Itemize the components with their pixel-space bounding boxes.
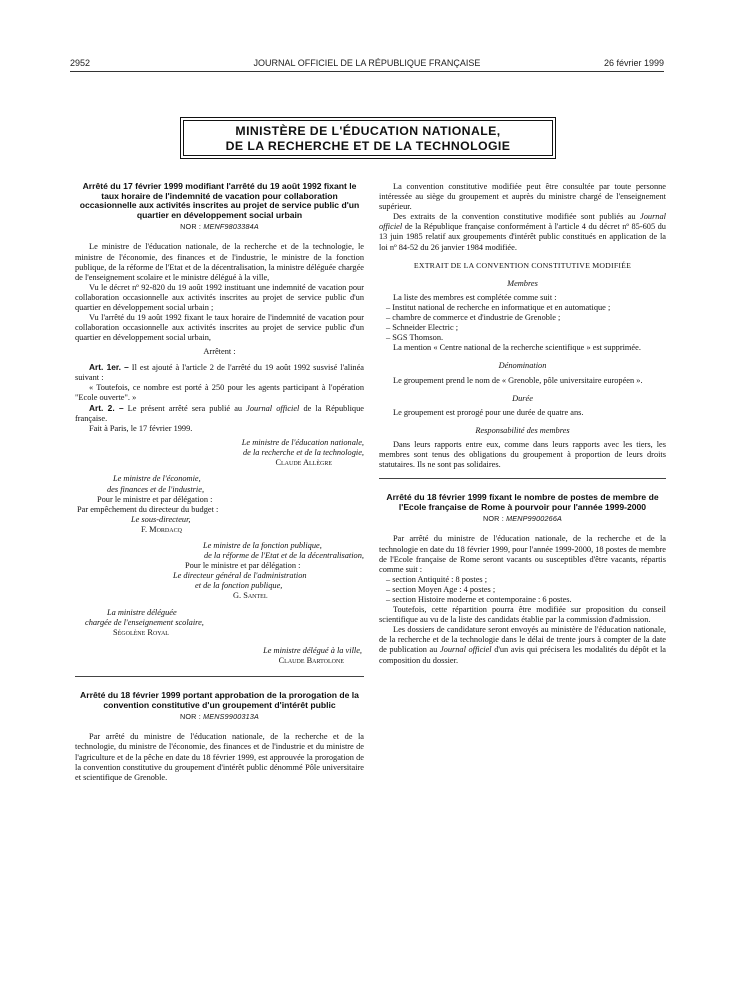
right-column [379, 182, 666, 666]
membres-heading: Membres [507, 278, 538, 288]
header-rule [70, 71, 664, 72]
running-header [70, 58, 664, 70]
article-1-text: Il est ajouté à l'article 2 de l'arrêté du 19 août 1992 susvisé l'alinéa suivant : [75, 362, 364, 382]
article-2-journal: Journal officiel [246, 403, 300, 413]
nor-code: MENS9900313A [203, 712, 260, 722]
fait-a-paris: Fait à Paris, le 17 février 1999. [89, 424, 193, 434]
sig1-role-2: de la recherche et de la technologie, [242, 448, 364, 458]
membres-item: – SGS Thomson. [386, 333, 444, 343]
membres-item: – chambre de commerce et d'industrie de Grenoble ; [386, 313, 561, 323]
arrete3-paragraph-1: Par arrêté du ministre de l'éducation nationale, de la recherche et de la technologie en date du 18 février 1999, pour l'année 1999-2000, 18 postes de membre de l'Ecole française de Rome seront vacants ou susceptibles d'être vacants, répartis comme suit : [379, 534, 666, 574]
sig4-role-1: La ministre déléguée [107, 607, 177, 617]
arrete2-title: Arrêté du 18 février 1999 portant approbation de la prorogation de la convention constitutive d'un groupement d'intérêt public [80, 690, 359, 710]
arrete3-nor [379, 514, 666, 524]
sig3-line-4: Le directeur général de l'administration [173, 571, 307, 581]
ministry-line-1: MINISTÈRE DE L'ÉDUCATION NATIONALE, [235, 124, 501, 138]
arrete3-paragraph-2: Toutefois, cette répartition pourra être modifiée sur proposition du conseil scientifique au vu de la liste des candidats établie par la commission d'admission. [379, 605, 666, 625]
membres-note: La mention « Centre national de la recherche scientifique » est supprimée. [393, 343, 641, 353]
arrete3-p3-a: Les dossiers de candidature seront envoyés au ministère de l'éducation nationale, de la recherche et de la technologie dans le délai de trente jours à compter de la date de publication au [379, 625, 666, 655]
journal-title: JOURNAL OFFICIEL DE LA RÉPUBLIQUE FRANÇAISE [253, 58, 481, 68]
ministry-line-2: DE LA RECHERCHE ET DE LA TECHNOLOGIE [225, 139, 511, 153]
arretent: Arrêtent : [203, 347, 236, 357]
nor-label: NOR : [180, 222, 202, 232]
postes-item: – section Moyen Age : 4 postes ; [386, 584, 496, 594]
arrete3-p3-journal: Journal officiel [439, 645, 492, 655]
sig3-role-2: de la réforme de l'Etat et de la décentralisation, [203, 551, 364, 561]
responsabilite-text: Dans leurs rapports entre eux, comme dans leurs rapports avec les tiers, les membres sont tenus des obligations du groupement à proportion de leurs droits statutaires. Ils ne sont pas solidaires. [379, 439, 666, 470]
membres-item: – Schneider Electric ; [386, 323, 459, 333]
ministry-box [180, 117, 556, 159]
article-1-label: Art. 1er. – [89, 361, 129, 372]
nor-label: NOR : [179, 712, 201, 722]
sig5-role: Le ministre délégué à la ville, [263, 645, 362, 655]
ministry-heading [183, 120, 553, 156]
arrete1-preamble: Le ministre de l'éducation nationale, de la recherche et de la technologie, le ministre de l'économie, des finances et de l'industrie, le ministre de la fonction publique, de la réforme de l'Etat et de la décentralisation, la ministre déléguée chargée de l'enseignement scolaire et le ministre délégué à la ville, [75, 242, 364, 282]
arrete1-title: Arrêté du 17 février 1999 modifiant l'arrêté du 19 août 1992 fixant le taux horaire de l'indemnité de vacation pour collaboration occasionnelle aux activités inscrites au projet de service public d'un quartier en développement social urbain [79, 181, 360, 220]
sig4-name: Ségolène Royal [113, 627, 169, 637]
responsabilite-heading: Responsabilité des membres [475, 425, 570, 435]
denomination-text: Le groupement prend le nom de « Grenoble, pôle universitaire européen ». [393, 375, 643, 385]
sig2-role-2: des finances et de l'industrie, [107, 484, 205, 494]
sig3-role-1: Le ministre de la fonction publique, [203, 541, 322, 550]
sig2-line-4: Par empêchement du directeur du budget : [77, 504, 219, 514]
sig3-line-5: et de la fonction publique, [195, 581, 283, 591]
left-column [75, 182, 364, 783]
arrete2-p3-journal: Journal officiel [379, 212, 666, 232]
arrete2-paragraph-2: La convention constitutive modifiée peut être consultée par toute personne intéressée au siège du groupement et auprès du ministre chargé de l'enseignement supérieur. [379, 182, 666, 212]
article-1-quote: « Toutefois, ce nombre est porté à 250 pour les agents participant à l'opération "Ecole ouverte". » [75, 382, 364, 402]
arrete3-paragraph-3 [379, 625, 666, 665]
arrete2-paragraph-3 [379, 212, 666, 252]
article-2-text-b: de la République française. [75, 403, 364, 423]
issue-date: 26 février 1999 [603, 58, 664, 68]
page-number: 2952 [70, 58, 91, 68]
postes-item: – section Histoire moderne et contemporaine : 6 postes. [386, 595, 572, 604]
sig3-line-3: Pour le ministre et par délégation : [185, 561, 301, 571]
postes-item: – section Antiquité : 8 postes ; [386, 574, 488, 584]
nor-code: MENF9803384A [203, 222, 259, 232]
arrete3-p3-b: d'un avis qui précisera les modalités du dépôt et la composition du dossier. [379, 645, 667, 665]
sig5-name: Claude Bartolone [278, 655, 344, 665]
membres-item: – Institut national de recherche en informatique et en automatique ; [386, 302, 611, 312]
membres-intro: La liste des membres est complétée comme suit : [393, 292, 557, 302]
sig2-line-3: Pour le ministre et par délégation : [97, 494, 213, 504]
arrete2-nor [75, 712, 364, 722]
sig2-name: F. Mordacq [141, 524, 182, 534]
sig2-line-5: Le sous-directeur, [131, 514, 191, 524]
sig2-role-1: Le ministre de l'économie, [113, 474, 201, 484]
article-2 [75, 403, 364, 424]
duree-text: Le groupement est prorogé pour une durée de quatre ans. [393, 407, 584, 417]
arrete1-nor [75, 222, 364, 232]
nor-label: NOR : [482, 514, 504, 524]
duree-heading: Durée [512, 393, 533, 403]
article-2-label: Art. 2. – [89, 402, 124, 413]
arrete2-p3-b: de la République française conformément à l'article 4 du décret nº 85-605 du 13 juin 1985 relatif aux groupements d'intérêt public constitués en application de la loi nº 84-52 du 26 janvier 1984 modifiée. [379, 222, 666, 252]
denomination-heading: Dénomination [498, 361, 547, 371]
arrete2-p3-a: Des extraits de la convention constitutive modifiée sont publiés au [393, 212, 636, 222]
arrete2-paragraph-1: Par arrêté du ministre de l'éducation nationale, de la recherche et de la technologie, du ministre de l'économie, des finances et de l'industrie et du ministre de l'agriculture et de la pêche en date du 18 février 1999, est approuvée la prorogation de la convention constitutive du groupement d'intérêt public dénommé Pôle universitaire et scientifique de Grenoble. [75, 732, 364, 782]
sig1-name: Claude Allègre [275, 458, 332, 468]
sig3-name: G. Santel [233, 591, 268, 601]
nor-code: MENP9900266A [506, 514, 563, 524]
arrete1-visa-1: Vu le décret nº 92-820 du 19 août 1992 instituant une indemnité de vacation pour collaboration occasionnelle aux activités inscrites au projet de service public d'un quartier en développement social urbain ; [75, 282, 364, 313]
article-2-text-a: Le présent arrêté sera publié au [127, 403, 243, 413]
article-1 [75, 362, 364, 383]
sig4-role-2: chargée de l'enseignement scolaire, [85, 617, 204, 627]
extrait-heading: EXTRAIT DE LA CONVENTION CONSTITUTIVE MODIFIÉE [413, 260, 632, 270]
arrete3-title: Arrêté du 18 février 1999 fixant le nombre de postes de membre de l'Ecole française de Rome à pourvoir pour l'année 1999-2000 [386, 492, 659, 512]
sig1-role-1: Le ministre de l'éducation nationale, [241, 438, 364, 448]
arrete1-visa-2: Vu l'arrêté du 19 août 1992 fixant le taux horaire de l'indemnité de vacation pour collaboration occasionnelle aux activités inscrites au projet de service public d'un quartier en développement social urbain, [75, 313, 364, 343]
